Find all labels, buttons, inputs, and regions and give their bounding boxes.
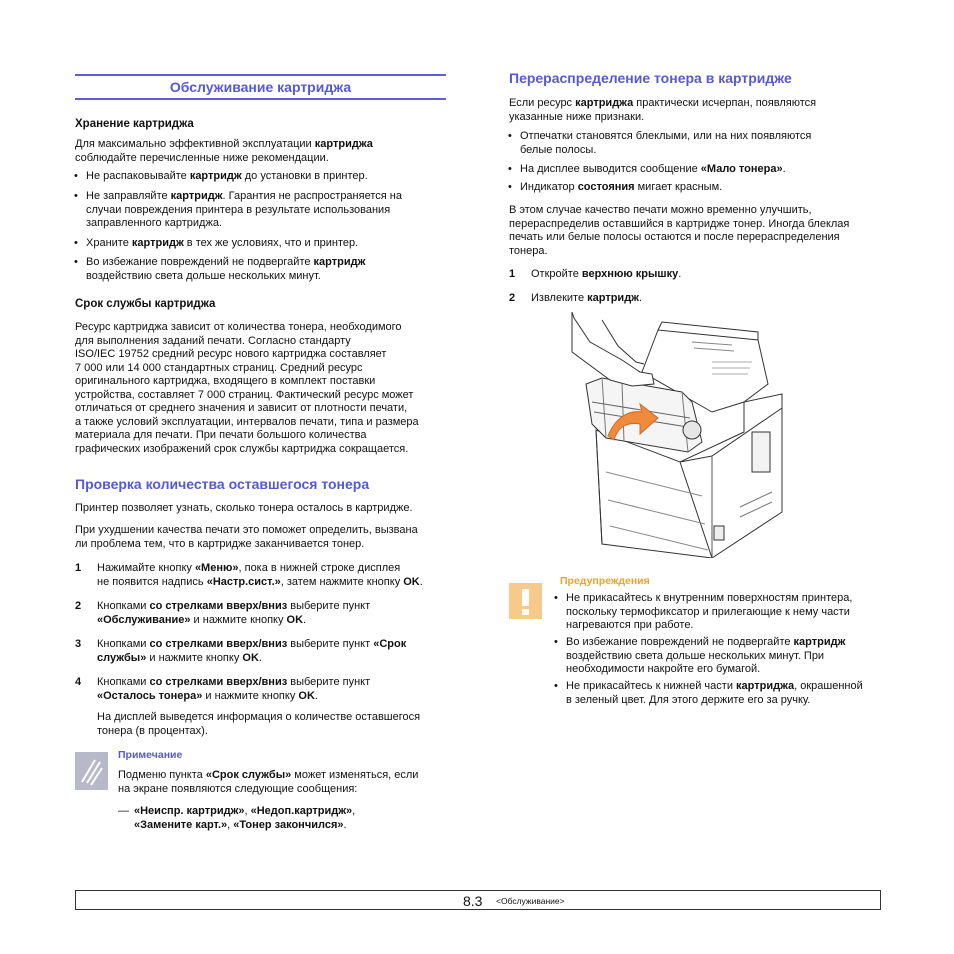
footer-section: <Обслуживание> (496, 896, 565, 906)
warning-bullet-2: • Во избежание повреждений не подвергайте картридж воздействию света дольше нескольких минут. При необходимости накройте его бумагой. (566, 636, 845, 677)
redistribute-step-1: Откройте верхнюю крышку. (531, 268, 682, 280)
check-heading: Проверка количества оставшегося тонера (75, 476, 370, 492)
warning-bullet-1: • Не прикасайтесь к внутренним поверхностям принтера, поскольку термофиксатор и прилегающие к нему части нагреваются при работе. (566, 592, 852, 633)
warning-bullet-3: • Не прикасайтесь к нижней части картриджа, окрашенной в зеленый цвет. Для этого держите его за ручку. (566, 680, 863, 707)
page-number: 8.3 (463, 893, 483, 909)
exclamation-icon (509, 583, 542, 619)
step-number: 1 (75, 562, 82, 574)
note-dash: — (118, 805, 129, 817)
storage-bullet-4: • Во избежание повреждений не подвергайте картридж воздействию света дольше нескольких минут. (86, 256, 365, 283)
step-number: 2 (509, 292, 516, 304)
step-number: 2 (75, 600, 82, 612)
life-text: Ресурс картриджа зависит от количества тонера, необходимого для выполнения заданий печати. Согласно стандарту ISO/IEC 19752 средний ресурс нового картриджа составляет 7 000 или 14 000 стандартных страниц. Средний ресурс оригинального картриджа, входящего в комплект поставки устройства, составляет 7 000 страниц. Фактический ресурс может отличаться от среднего значения и зависит от плотности печати, а также условий эксплуатации, интервалов печати, типа и размера материала для печати. При печати большого количества графических изображений срок службы картриджа сокращается. (75, 321, 419, 455)
step-number: 1 (509, 268, 516, 280)
sign-bullet-1: • Отпечатки становятся блеклыми, или на них появляются белые полосы. (520, 130, 811, 157)
note-label: Примечание (118, 749, 183, 761)
section-title-box (75, 74, 446, 100)
storage-bullet-1: • Не распаковывайте картридж до установки в принтер. (86, 170, 368, 184)
page-footer (75, 890, 881, 910)
note-text: Подменю пункта «Срок службы» может изменяться, если на экране появляются следующие сообщения: (118, 769, 419, 795)
life-heading: Срок службы картриджа (75, 298, 216, 310)
storage-bullet-2: • Не заправляйте картридж. Гарантия не распространяется на случаи повреждения принтера в результате использования заправленного картриджа. (86, 190, 402, 231)
redistribute-p1: Если ресурс картриджа практически исчерпан, появляются указанные ниже признаки. (509, 97, 817, 123)
step-number: 4 (75, 676, 82, 688)
note-messages: «Неиспр. картридж», «Недоп.картридж», «Замените карт.», «Тонер закончился». (134, 805, 356, 831)
warning-label: Предупреждения (560, 575, 650, 587)
storage-bullet-3: • Храните картридж в тех же условиях, что и принтер. (86, 237, 358, 251)
redistribute-heading: Перераспределение тонера в картридже (509, 70, 792, 86)
redistribute-p2: В этом случае качество печати можно временно улучшить, перераспределив оставшийся в картридже тонер. Иногда блеклая печать или белые полосы остаются и после перераспределения тонера. (509, 204, 850, 257)
printer-cartridge-illustration (562, 312, 798, 558)
check-step-4: Кнопками со стрелками вверх/вниз выберите пункт «Осталось тонера» и нажмите кнопку OK. (97, 676, 371, 702)
redistribute-step-2: Извлеките картридж. (531, 292, 643, 304)
check-p2: При ухудшении качества печати это поможет определить, вызвана ли проблема тем, что в картридже заканчивается тонер. (75, 524, 418, 550)
sign-bullet-3: • Индикатор состояния мигает красным. (520, 181, 722, 195)
check-step-1: Нажимайте кнопку «Меню», пока в нижней строке дисплея не появится надпись «Настр.сист.», затем нажмите кнопку OK. (97, 562, 423, 588)
storage-heading: Хранение картриджа (75, 118, 194, 130)
sign-bullet-2: • На дисплее выводится сообщение «Мало тонера». (520, 163, 786, 177)
check-step-3: Кнопками со стрелками вверх/вниз выберите пункт «Срок службы» и нажмите кнопку OK. (97, 638, 407, 664)
section-title: Обслуживание картриджа (169, 79, 352, 95)
check-step-2: Кнопками со стрелками вверх/вниз выберите пункт «Обслуживание» и нажмите кнопку OK. (97, 600, 371, 626)
check-step-4-result: На дисплей выведется информация о количестве оставшегося тонера (в процентах). (97, 711, 421, 737)
storage-intro: Для максимально эффективной эксплуатации картриджа соблюдайте перечисленные ниже рекомендации. (75, 138, 373, 164)
step-number: 3 (75, 638, 82, 650)
check-p1: Принтер позволяет узнать, сколько тонера осталось в картридже. (75, 502, 413, 514)
note-pencil-icon (75, 752, 108, 790)
